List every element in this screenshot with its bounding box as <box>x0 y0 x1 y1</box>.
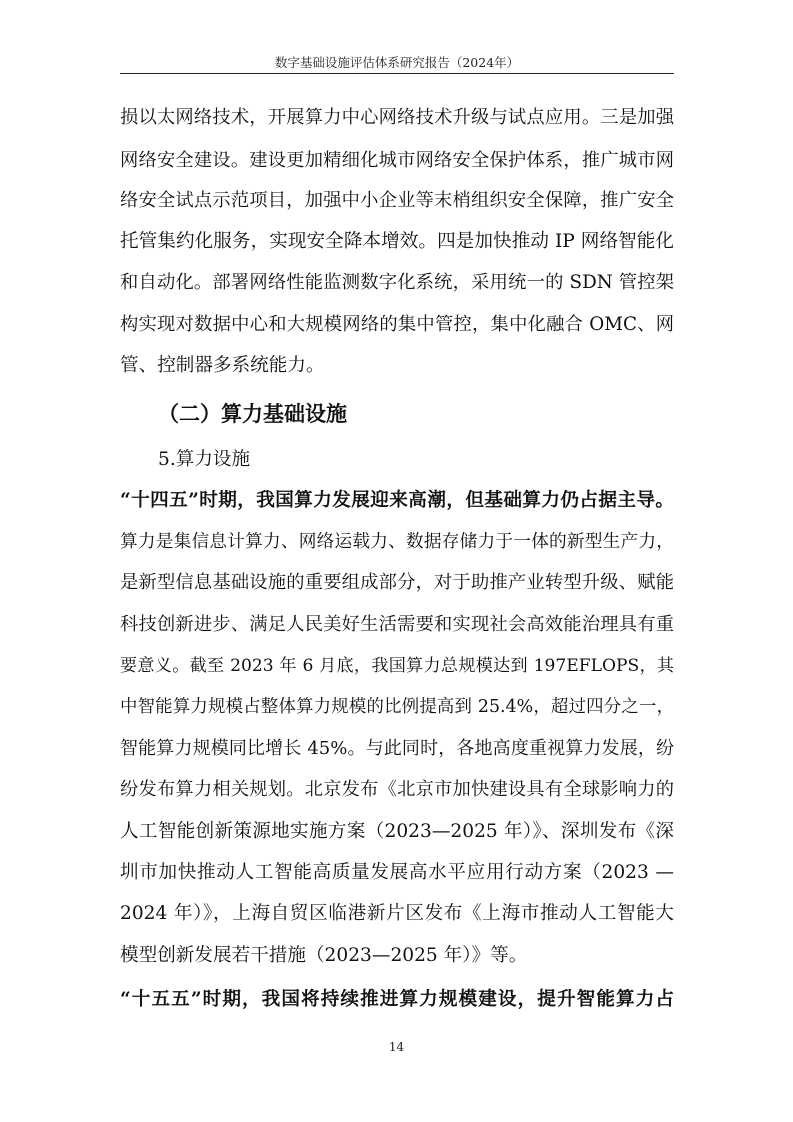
paragraph-line: 科技创新进步、满足人民美好生活需要和实现社会高效能治理具有重 <box>120 614 674 635</box>
paragraph-line: 模型创新发展若干措施（2023—2025 年）》等。 <box>120 945 528 966</box>
running-header: 数字基础设施评估体系研究报告（2024年） <box>274 55 520 70</box>
paragraph-line: 中智能算力规模占整体算力规模的比例提高到 25.4%，超过四分之一， <box>120 697 674 717</box>
paragraph-line: 络安全试点示范项目，加强中小企业等末梢组织安全保障，推广安全 <box>120 190 674 211</box>
paragraph-line: 智能算力规模同比增长 45%。与此同时，各地高度重视算力发展，纷 <box>120 738 674 759</box>
paragraph-line: 算力是集信息计算力、网络运载力、数据存储力于一体的新型生产力， <box>120 532 674 552</box>
paragraph-line: 要意义。截至 2023 年 6 月底，我国算力总规模达到 197EFLOPS，其 <box>120 656 674 676</box>
section-heading: （二）算力基础设施 <box>158 402 347 426</box>
paragraph-line: 网络安全建设。建设更加精细化城市网络安全保护体系，推广城市网 <box>120 150 674 171</box>
page-number: 14 <box>388 1040 405 1054</box>
paragraph-line: 和自动化。部署网络性能监测数字化系统，采用统一的 SDN 管控架 <box>120 272 674 293</box>
paragraph-line: 构实现对数据中心和大规模网络的集中管控，集中化融合 OMC、网 <box>120 314 674 335</box>
paragraph-lead-sentence: “十四五”时期，我国算力发展迎来高潮，但基础算力仍占据主导。 <box>120 490 674 511</box>
paragraph-lead-sentence: “十五五”时期，我国将持续推进算力规模建设，提升智能算力占 <box>120 989 674 1010</box>
paragraph-line: 损以太网络技术，开展算力中心网络技术升级与试点应用。三是加强 <box>120 107 674 128</box>
paragraph-line: 托管集约化服务，实现安全降本增效。四是加快推动 IP 网络智能化 <box>120 231 674 252</box>
paragraph-line: 纷发布算力相关规划。北京发布《北京市加快建设具有全球影响力的 <box>120 779 674 800</box>
paragraph-line: 管、控制器多系统能力。 <box>120 355 325 376</box>
paragraph-line: 2024 年）》，上海自贸区临港新片区发布《上海市推动人工智能大 <box>120 903 674 924</box>
subsection-heading: 5.算力设施 <box>158 449 251 470</box>
paragraph-line: 人工智能创新策源地实施方案（2023—2025 年）》、深圳发布《深 <box>120 821 674 842</box>
paragraph-line: 圳市加快推动人工智能高质量发展高水平应用行动方案（2023 — <box>120 862 674 883</box>
header-rule <box>120 73 674 74</box>
paragraph-line: 是新型信息基础设施的重要组成部分，对于助推产业转型升级、赋能 <box>120 572 674 593</box>
